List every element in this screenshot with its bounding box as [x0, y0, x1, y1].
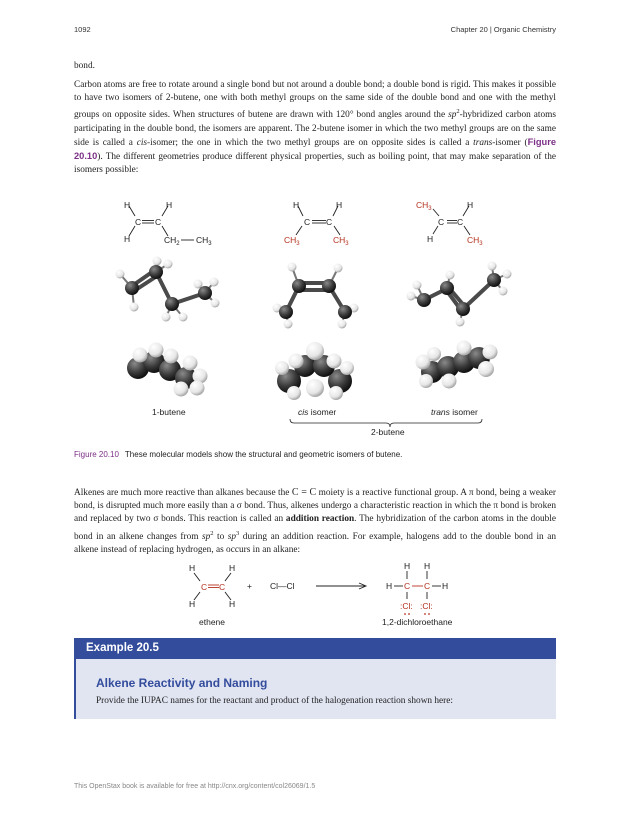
atom-c: C: [155, 217, 162, 227]
space-filling-trans-2-butene: [416, 341, 498, 389]
space-filling-1-butene: [127, 343, 208, 397]
atom-c: C: [304, 217, 311, 227]
bracket-2-butene: [290, 419, 482, 427]
atom-h: H: [467, 200, 474, 210]
atom-c: C: [326, 217, 333, 227]
cc-double-bond-motif: C = C: [291, 487, 317, 498]
atom-c: C: [424, 581, 431, 591]
group-ch2: $CH_2$: [164, 235, 180, 247]
atom-c: C: [135, 217, 142, 227]
group-ch3: $CH_3$: [284, 235, 300, 247]
atom-h: H: [336, 200, 343, 210]
dichloroethane-structure: [386, 561, 448, 615]
reaction-arrow: [316, 583, 366, 589]
example-text: Provide the IUPAC names for the reactant and product of the halogenation reaction shown here:: [96, 696, 453, 706]
butene-isomers-figure: [74, 190, 556, 445]
paragraph-fragment: bond.: [74, 61, 95, 71]
atom-h: H: [424, 561, 431, 571]
paragraph-isomers: Carbon atoms are free to rotate around a single bond but not around a double bond; a double bond is rigid. This makes it possible to have two isomers of 2-butene, one with both methyl groups on the same side of the double bond and one with the methyl groups on opposite sides. When structures of butene are drawn with 120° bond angles around the $sp^2$-hybridized carbon atoms participating in the double bond, the isomers are apparent. The 2-butene isomer in which the two methyl groups are on the same side is called a cis-isomer; the one in which the two methyl groups are on opposite sides is called a trans-isomer (Figure 20.10). The different geometries produce different physical properties, such as boiling point, that may make separation of the isomers possible:: [74, 80, 556, 176]
label-2-butene: 2-butene: [371, 427, 405, 437]
structure-cis-2-butene: [284, 200, 349, 247]
paragraph-alkenes: Alkenes are much more reactive than alkanes because the C = C moiety is a reactive functional group. A π bond, being a weaker bond, is disrupted much more easily than a σ bond. Thus, alkenes undergo a characteristic reaction in which the π bond is broken and replaced by two σ bonds. This reaction is called an addition reaction. The hybridization of the carbon atoms in the double bond in an alkene changes from $sp^2$ to $sp^3$ during an addition reaction. For example, halogens add to the double bond in an alkene instead of replacing hydrogen, as occurs in an alkane:: [74, 487, 557, 555]
atom-h: H: [229, 563, 236, 573]
group-ch3: $CH_3$: [333, 235, 349, 247]
ball-stick-trans-2-butene: [407, 262, 512, 327]
atom-c: C: [219, 582, 226, 592]
atom-cl: :Cl:: [400, 601, 413, 611]
atom-h: H: [166, 200, 173, 210]
page-number: 1092: [74, 25, 91, 34]
atom-h: H: [442, 581, 449, 591]
group-ch3: $CH_3$: [416, 200, 432, 212]
atom-c: C: [404, 581, 411, 591]
figure-label: Figure 20.10: [74, 450, 119, 459]
atom-c: C: [438, 217, 445, 227]
figure-caption-text: These molecular models show the structural and geometric isomers of butene.: [124, 450, 403, 459]
page-footer: This OpenStax book is available for free at http://cnx.org/content/col26069/1.5: [74, 783, 316, 790]
ball-stick-1-butene: [116, 257, 220, 322]
example-header: Example 20.5: [74, 638, 556, 659]
atom-h: H: [293, 200, 300, 210]
atom-h: H: [229, 599, 236, 609]
atom-h: H: [427, 234, 434, 244]
chapter-title: Chapter 20 | Organic Chemistry: [450, 25, 556, 34]
atom-h: H: [189, 563, 196, 573]
label-ethene: ethene: [199, 617, 225, 627]
group-ch3: $CH_3$: [467, 235, 483, 247]
label-cis-isomer: cis isomer: [298, 407, 337, 417]
chlorine-molecule: Cl—Cl: [270, 581, 295, 591]
atom-h: H: [189, 599, 196, 609]
atom-h: H: [386, 581, 393, 591]
atom-c: C: [201, 582, 208, 592]
structure-trans-2-butene: [416, 200, 483, 247]
group-ch3: $CH_3$: [196, 235, 212, 247]
atom-h: H: [404, 561, 411, 571]
atom-h: H: [124, 200, 131, 210]
structure-1-butene: [124, 200, 212, 247]
figure-20-10-link[interactable]: Figure 20.10: [74, 136, 556, 162]
atom-c: C: [457, 217, 464, 227]
figure-caption: [74, 450, 556, 459]
label-1-butene: 1-butene: [152, 407, 186, 417]
ball-stick-cis-2-butene: [273, 263, 359, 329]
label-trans-isomer: trans isomer: [431, 407, 478, 417]
plus-sign: +: [247, 581, 252, 591]
ethene-structure: [189, 563, 235, 609]
label-dichloroethane: 1,2-dichloroethane: [382, 617, 453, 627]
example-body: [74, 659, 556, 719]
atom-h: H: [124, 234, 131, 244]
space-filling-cis-2-butene: [275, 342, 354, 400]
example-title: Alkene Reactivity and Naming: [96, 676, 268, 690]
atom-cl: :Cl:: [420, 601, 433, 611]
halogenation-reaction: [175, 556, 475, 631]
